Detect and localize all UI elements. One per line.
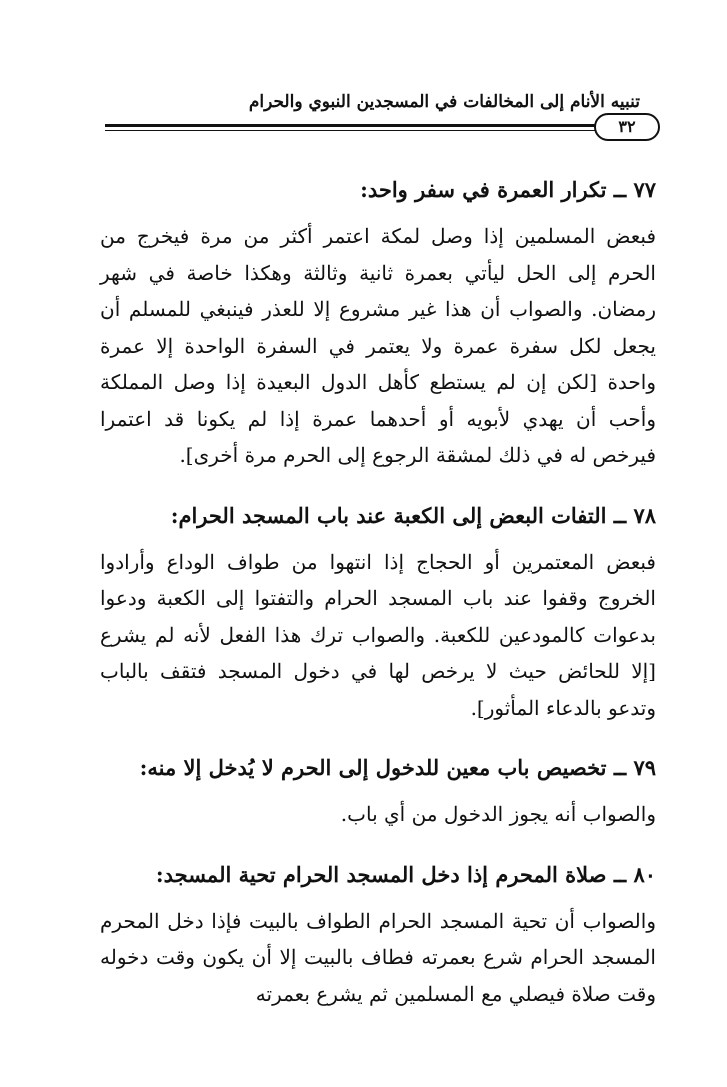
section-body-78: فبعض المعتمرين أو الحجاج إذا انتهوا من طواف الوداع وأرادوا الخروج وقفوا عند باب المسجد الحرام والتفتوا إلى الكعبة ودعوا بدعوات كالمودعين للكعبة. والصواب ترك هذا الفعل لأنه لم يشرع [إلا للحائض حيث لا يرخص لها في دخول المسجد فتقف بالباب وتدعو بالدعاء المأثور]. xyxy=(100,549,656,720)
section-body-77: فبعض المسلمين إذا وصل لمكة اعتمر أكثر من مرة فيخرج من الحرم إلى الحل ليأتي بعمرة ثانية وثالثة وهكذا خاصة في شهر رمضان. والصواب أن هذا غير مشروع إلا للعذر فينبغي للمسلم أن يجعل لكل سفرة عمرة ولا يعتمر في السفرة الواحدة إلا عمرة واحدة [لكن إن لم يستطع كأهل الدول البعيدة إذا وصل المملكة وأحب أن يهدي لأبويه أو أحدهما عمرة إذا لم يكونا قد اعتمرا فيرخص له في ذلك لمشقة الرجوع إلى الحرم مرة أخرى]. xyxy=(100,224,656,467)
section-heading-77: ٧٧ ــ تكرار العمرة في سفر واحد: xyxy=(360,177,656,202)
section-heading-80: ٨٠ ــ صلاة المحرم إذا دخل المسجد الحرام تحية المسجد: xyxy=(155,861,656,887)
running-header-title: تنبيه الأنام إلى المخالفات في المسجدين النبوي والحرام xyxy=(248,92,640,112)
spacer xyxy=(100,893,656,903)
section-body-80: والصواب أن تحية المسجد الحرام الطواف بالبيت فإذا دخل المحرم المسجد الحرام شرع بعمرته فطاف بالبيت إلا أن يكون وقت دخوله وقت صلاة فيصلي مع المسلمين ثم يشرع بعمرته xyxy=(100,908,656,1006)
page-content xyxy=(100,172,656,1012)
spacer xyxy=(100,833,656,857)
spacer xyxy=(100,726,656,750)
section-heading-78: ٧٨ ــ التفات البعض إلى الكعبة عند باب المسجد الحرام: xyxy=(170,502,656,528)
spacer xyxy=(100,786,656,796)
spacer xyxy=(100,474,656,498)
section-body-79: والصواب أنه يجوز الدخول من أي باب. xyxy=(340,802,656,826)
spacer xyxy=(100,208,656,218)
page-number: ٣٢ xyxy=(594,113,660,141)
section-heading-79: ٧٩ ــ تخصيص باب معين للدخول إلى الحرم لا يُدخل إلا منه: xyxy=(139,755,656,780)
spacer xyxy=(100,534,656,544)
header-rule xyxy=(105,124,595,131)
